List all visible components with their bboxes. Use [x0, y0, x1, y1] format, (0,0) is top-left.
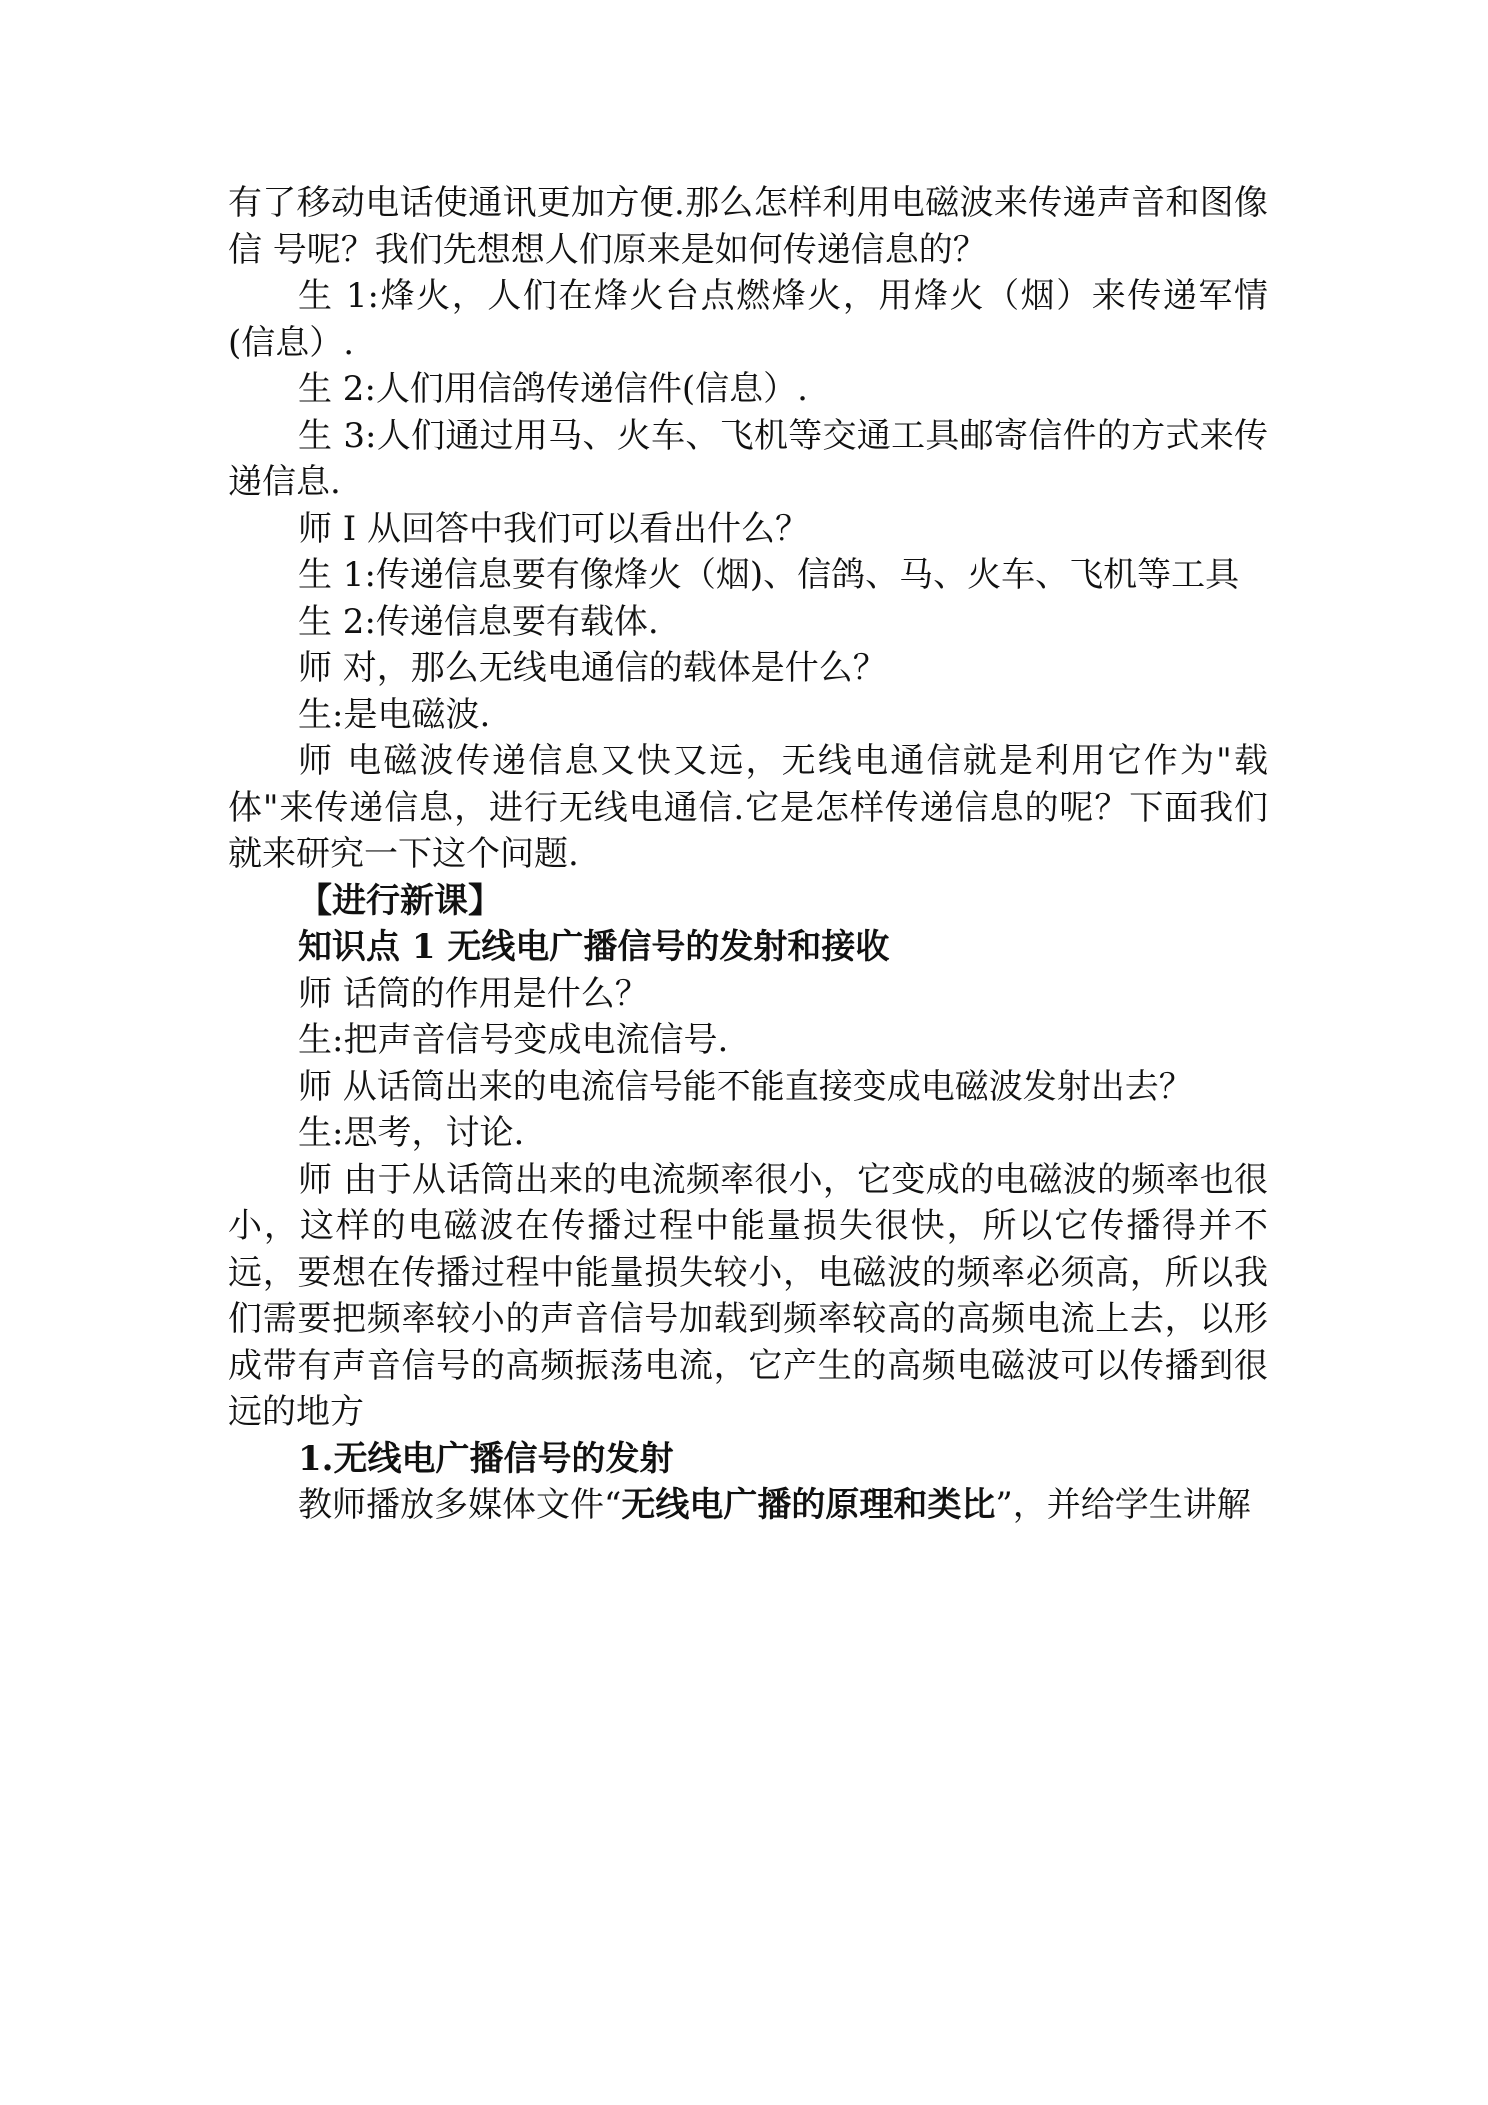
paragraph-student-2-pigeon: 生 2:人们用信鸽传递信件(信息）.: [298, 369, 808, 409]
paragraph-student-microphone: 生:把声音信号变成电流信号.: [298, 1020, 729, 1060]
knowledge-point-heading: 知识点 1 无线电广播信号的发射和接收: [298, 927, 890, 967]
paragraph-intro: 有了移动电话使通讯更加方便.那么怎样利用电磁波来传递声音和图像信 号呢？我们先想想人们原来是如何传递信息的？: [228, 183, 1268, 270]
paragraph-student-1-tools: 生 1:传递信息要有像烽火（烟)、信鸽、马、火车、飞机等工具: [298, 555, 1240, 595]
multimedia-suffix: ”，并给学生讲解: [995, 1485, 1251, 1525]
document-body: [228, 180, 1268, 1529]
paragraph-teacher-carrier-question: 师 对，那么无线电通信的载体是什么？: [298, 648, 887, 688]
paragraph-student-answer: 生:是电磁波.: [298, 694, 491, 735]
paragraph-student-1-beacon: 生 1:烽火，人们在烽火台点燃烽火，用烽火（烟）来传递军情(信息）.: [228, 276, 1268, 363]
paragraph-student-3-transport: 生 3:人们通过用马、火车、飞机等交通工具邮寄信件的方式来传递信息.: [228, 415, 1268, 502]
section-heading-new-lesson: 【进行新课】: [298, 880, 502, 921]
paragraph-student-2-carrier: 生 2:传递信息要有载体.: [298, 601, 659, 642]
paragraph-teacher-microphone: 师 话筒的作用是什么？: [298, 973, 649, 1014]
multimedia-prefix: 教师播放多媒体文件“: [298, 1485, 622, 1525]
paragraph-teacher-frequency: 师 由于从话筒出来的电流频率很小，它变成的电磁波的频率也很小，这样的电磁波在传播过程中能量损失很快，所以它传播得并不远，要想在传播过程中能量损失较小，电磁波的频率必须高，所以我们需要把频率较小的声音信号加载到频率较高的高频电流上去，以形成带有声音信号的高频振荡电流，它产生的高频电磁波可以传播到很远的地方: [228, 1159, 1268, 1432]
paragraph-multimedia: [228, 1482, 1268, 1529]
subsection-heading-transmission: 1.无线电广播信号的发射: [298, 1438, 674, 1479]
paragraph-teacher-question: 师 I 从回答中我们可以看出什么？: [298, 508, 810, 549]
multimedia-file-title: 无线电广播的原理和类比: [621, 1485, 996, 1525]
paragraph-student-discuss: 生:思考，讨论.: [298, 1113, 525, 1153]
paragraph-teacher-current: 师 从话筒出来的电流信号能不能直接变成电磁波发射出去？: [298, 1066, 1193, 1107]
paragraph-teacher-explanation: 师 电磁波传递信息又快又远，无线电通信就是利用它作为"载体"来传递信息，进行无线电通信.它是怎样传递信息的呢？下面我们就来研究一下这个问题.: [228, 741, 1268, 874]
